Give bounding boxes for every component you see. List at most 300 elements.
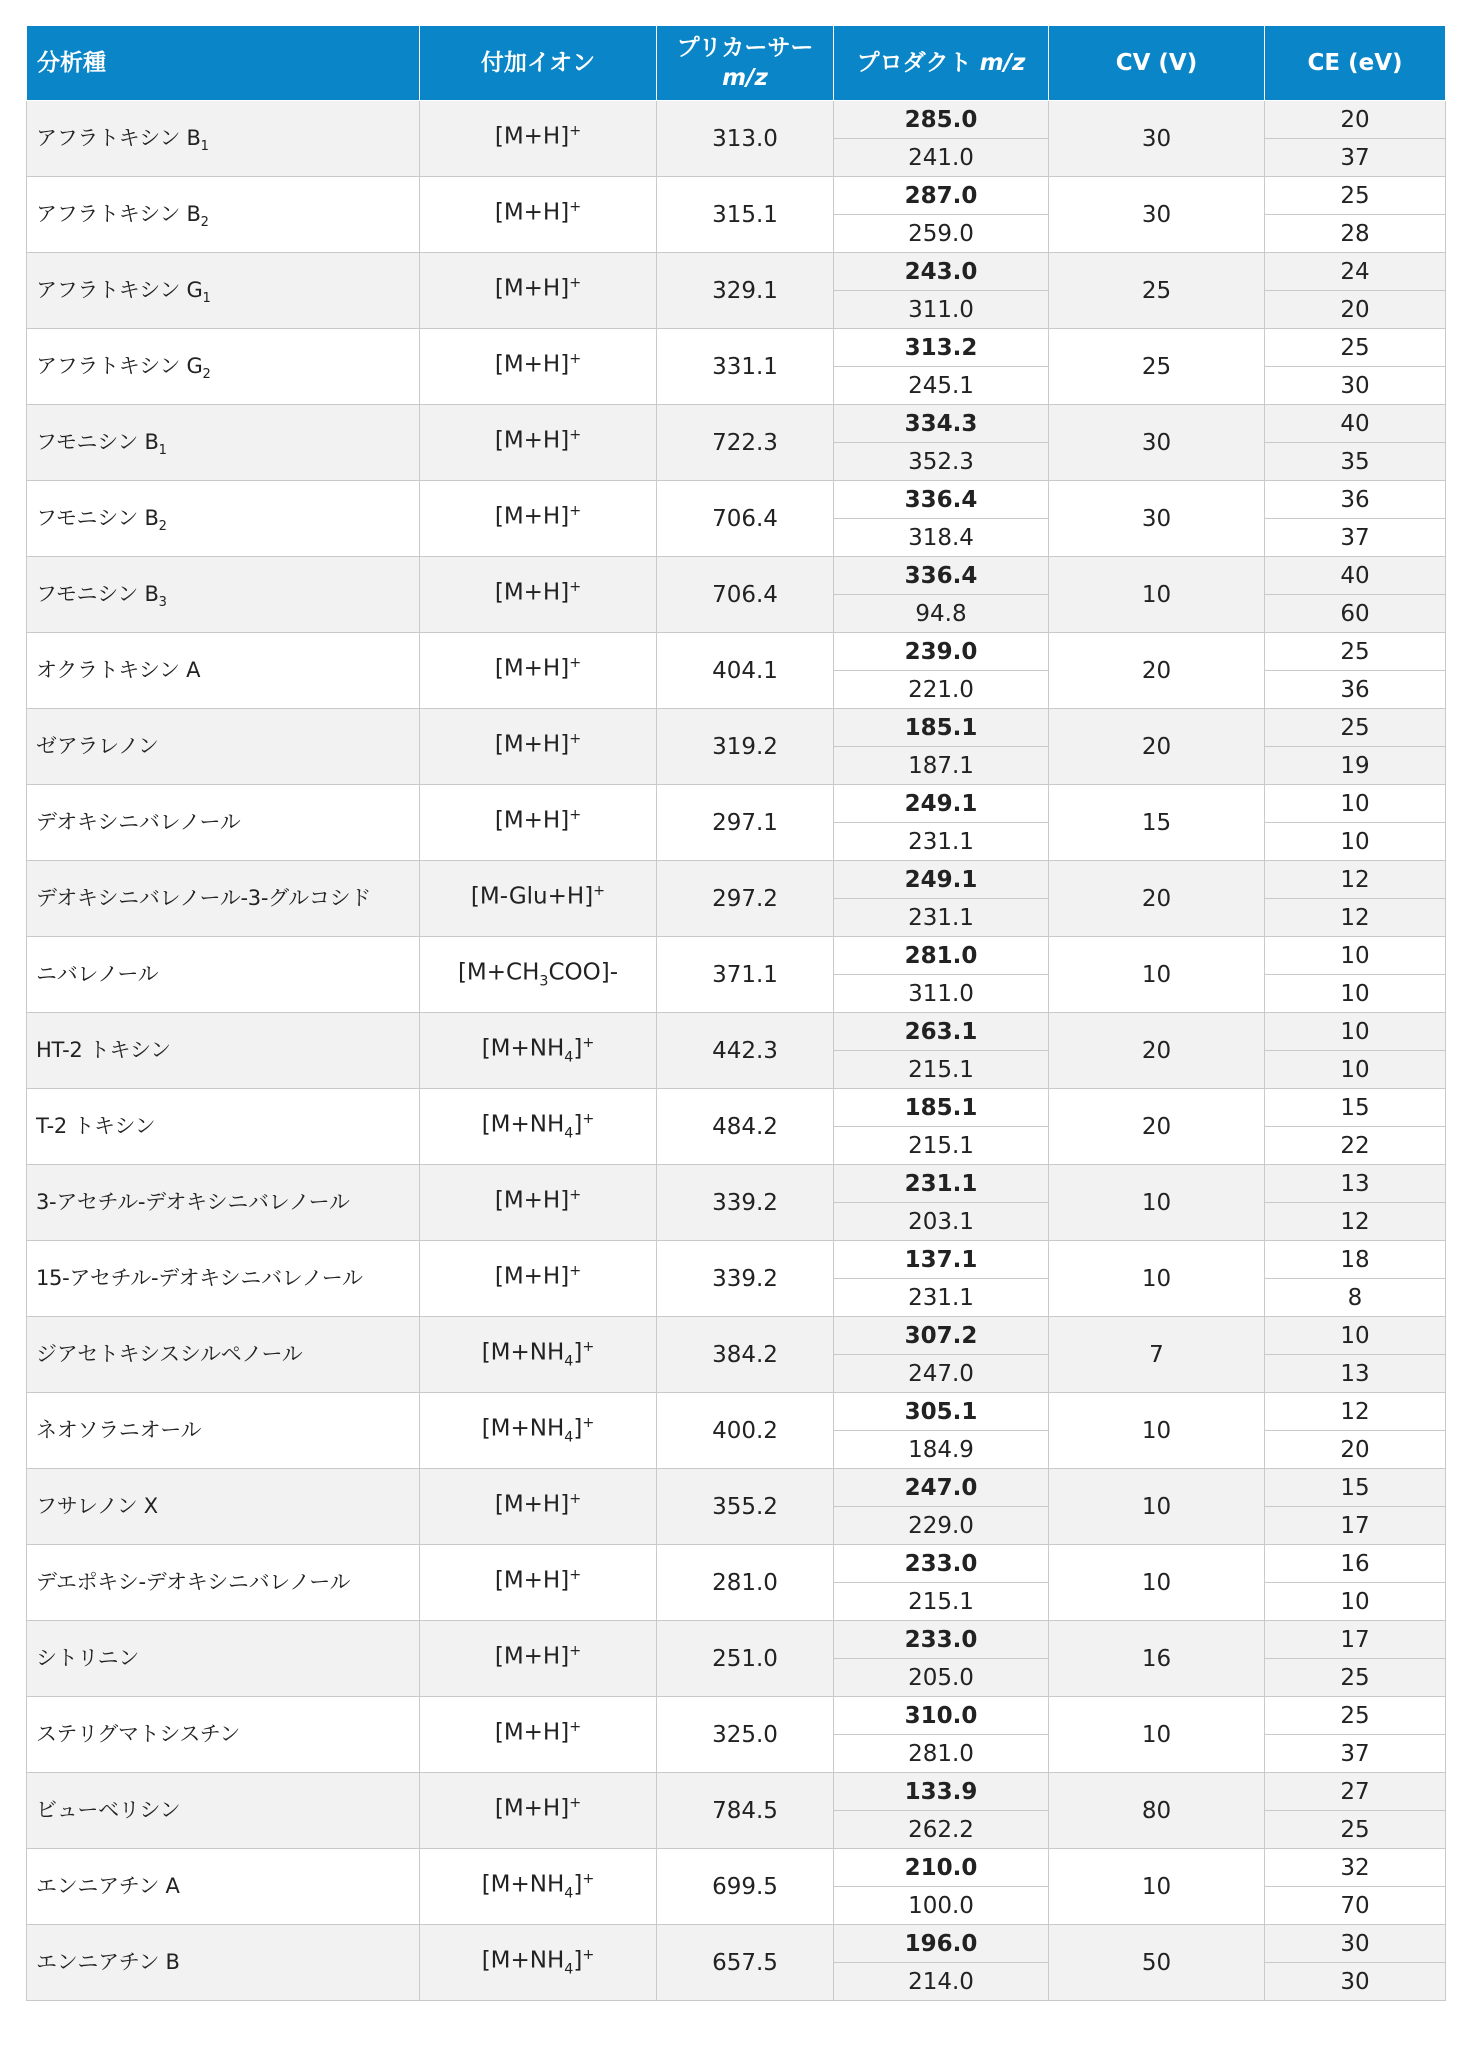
- adduct-cell: [420, 405, 657, 481]
- ce-primary-cell: 13: [1265, 1165, 1446, 1203]
- table-row: [27, 1241, 1446, 1279]
- ce-secondary-cell: 37: [1265, 519, 1446, 557]
- product-secondary-cell: 262.2: [834, 1811, 1049, 1849]
- product-primary-cell: 210.0: [834, 1849, 1049, 1887]
- adduct-text: [M+H]: [494, 124, 570, 151]
- adduct-tail: ]: [573, 1872, 583, 1899]
- precursor-cell: 281.0: [657, 1545, 834, 1621]
- cv-cell: 20: [1049, 1013, 1265, 1089]
- header-product: [834, 26, 1049, 101]
- header-cv: CV (V): [1049, 26, 1265, 101]
- adduct-text: [M+NH: [481, 1416, 565, 1443]
- header-row: [27, 26, 1446, 101]
- analyte-cell: [27, 1317, 420, 1393]
- product-secondary-cell: 259.0: [834, 215, 1049, 253]
- product-secondary-cell: 241.0: [834, 139, 1049, 177]
- product-secondary-cell: 215.1: [834, 1583, 1049, 1621]
- adduct-cell: [420, 1545, 657, 1621]
- precursor-cell: 722.3: [657, 405, 834, 481]
- table-row: [27, 937, 1446, 975]
- product-secondary-cell: 221.0: [834, 671, 1049, 709]
- table-row: [27, 1773, 1446, 1811]
- adduct-cell: [420, 481, 657, 557]
- adduct-cell: [420, 785, 657, 861]
- product-secondary-cell: 214.0: [834, 1963, 1049, 2001]
- adduct-cell: [420, 1393, 657, 1469]
- cv-cell: 25: [1049, 329, 1265, 405]
- ce-primary-cell: 30: [1265, 1925, 1446, 1963]
- adduct-charge: +: [582, 1871, 595, 1888]
- analyte-name: フモニシン B: [36, 430, 159, 455]
- table-row: [27, 101, 1446, 139]
- adduct-cell: [420, 1773, 657, 1849]
- ce-secondary-cell: 12: [1265, 899, 1446, 937]
- analyte-cell: [27, 405, 420, 481]
- ce-secondary-cell: 35: [1265, 443, 1446, 481]
- adduct-charge: +: [582, 1339, 595, 1356]
- adduct-cell: [420, 1697, 657, 1773]
- product-primary-cell: 249.1: [834, 785, 1049, 823]
- analyte-name: アフラトキシン B: [36, 126, 201, 151]
- analyte-name: ネオソラニオール: [36, 1418, 202, 1443]
- adduct-charge: +: [569, 1643, 582, 1660]
- table-body: [27, 101, 1446, 2001]
- adduct-text: [M+H]: [494, 808, 570, 835]
- analyte-subscript: 1: [202, 291, 211, 307]
- precursor-cell: 657.5: [657, 1925, 834, 2001]
- analyte-subscript: 3: [158, 595, 167, 611]
- adduct-cell: [420, 1165, 657, 1241]
- adduct-charge: +: [569, 1567, 582, 1584]
- product-primary-cell: 334.3: [834, 405, 1049, 443]
- table-row: [27, 709, 1446, 747]
- ce-secondary-cell: 70: [1265, 1887, 1446, 1925]
- cv-cell: 10: [1049, 1545, 1265, 1621]
- precursor-cell: 319.2: [657, 709, 834, 785]
- adduct-charge: +: [569, 1187, 582, 1204]
- product-secondary-cell: 281.0: [834, 1735, 1049, 1773]
- cv-cell: 10: [1049, 1241, 1265, 1317]
- analyte-cell: [27, 1621, 420, 1697]
- cv-cell: 80: [1049, 1773, 1265, 1849]
- analyte-cell: [27, 1773, 420, 1849]
- adduct-cell: [420, 1849, 657, 1925]
- adduct-text: [M+H]: [494, 352, 570, 379]
- adduct-cell: [420, 709, 657, 785]
- adduct-text: [M+H]: [494, 1492, 570, 1519]
- analyte-name: ニバレノール: [36, 962, 159, 987]
- analyte-cell: [27, 1849, 420, 1925]
- adduct-charge: +: [582, 1947, 595, 1964]
- adduct-text: [M+NH: [481, 1036, 565, 1063]
- adduct-charge: +: [569, 807, 582, 824]
- cv-cell: 30: [1049, 101, 1265, 177]
- adduct-text: [M+H]: [494, 732, 570, 759]
- ce-primary-cell: 10: [1265, 1317, 1446, 1355]
- analyte-cell: [27, 1241, 420, 1317]
- header-precursor-unit: m/z: [722, 65, 768, 91]
- adduct-subscript: 4: [564, 1353, 574, 1370]
- analyte-name: ゼアラレノン: [36, 734, 159, 759]
- table-row: [27, 1697, 1446, 1735]
- ce-secondary-cell: 37: [1265, 139, 1446, 177]
- analyte-name: フモニシン B: [36, 506, 159, 531]
- adduct-charge: +: [582, 1415, 595, 1432]
- precursor-cell: 371.1: [657, 937, 834, 1013]
- product-primary-cell: 249.1: [834, 861, 1049, 899]
- analyte-cell: [27, 709, 420, 785]
- adduct-text: [M+H]: [494, 428, 570, 455]
- adduct-charge: +: [569, 1263, 582, 1280]
- ce-secondary-cell: 17: [1265, 1507, 1446, 1545]
- precursor-cell: 706.4: [657, 557, 834, 633]
- ce-secondary-cell: 13: [1265, 1355, 1446, 1393]
- adduct-charge: +: [569, 123, 582, 140]
- ce-primary-cell: 27: [1265, 1773, 1446, 1811]
- product-primary-cell: 239.0: [834, 633, 1049, 671]
- adduct-cell: [420, 253, 657, 329]
- precursor-cell: 313.0: [657, 101, 834, 177]
- adduct-charge: +: [569, 579, 582, 596]
- ce-primary-cell: 25: [1265, 709, 1446, 747]
- precursor-cell: 329.1: [657, 253, 834, 329]
- ce-primary-cell: 20: [1265, 101, 1446, 139]
- analyte-name: エンニアチン B: [36, 1950, 180, 1975]
- header-analyte: 分析種: [27, 26, 420, 101]
- header-precursor: [657, 26, 834, 101]
- adduct-tail: ]: [573, 1340, 583, 1367]
- product-primary-cell: 313.2: [834, 329, 1049, 367]
- cv-cell: 20: [1049, 861, 1265, 937]
- table-row: [27, 253, 1446, 291]
- cv-cell: 20: [1049, 709, 1265, 785]
- adduct-charge: +: [569, 655, 582, 672]
- adduct-charge: +: [593, 883, 606, 900]
- analyte-cell: [27, 1089, 420, 1165]
- table-row: [27, 1545, 1446, 1583]
- product-primary-cell: 233.0: [834, 1621, 1049, 1659]
- analyte-name: デオキシニバレノール-3-グルコシド: [36, 886, 371, 911]
- ce-primary-cell: 40: [1265, 557, 1446, 595]
- adduct-charge: +: [569, 427, 582, 444]
- table-row: [27, 1317, 1446, 1355]
- analyte-cell: [27, 861, 420, 937]
- product-primary-cell: 263.1: [834, 1013, 1049, 1051]
- analyte-name: アフラトキシン G: [36, 278, 203, 303]
- adduct-text: [M+H]: [494, 1644, 570, 1671]
- ce-primary-cell: 25: [1265, 633, 1446, 671]
- ce-primary-cell: 24: [1265, 253, 1446, 291]
- product-secondary-cell: 231.1: [834, 899, 1049, 937]
- product-primary-cell: 243.0: [834, 253, 1049, 291]
- precursor-cell: 355.2: [657, 1469, 834, 1545]
- product-secondary-cell: 215.1: [834, 1051, 1049, 1089]
- precursor-cell: 484.2: [657, 1089, 834, 1165]
- ce-primary-cell: 12: [1265, 1393, 1446, 1431]
- adduct-cell: [420, 937, 657, 1013]
- adduct-charge: +: [569, 275, 582, 292]
- cv-cell: 20: [1049, 1089, 1265, 1165]
- table-row: [27, 329, 1446, 367]
- cv-cell: 10: [1049, 937, 1265, 1013]
- ce-primary-cell: 25: [1265, 329, 1446, 367]
- header-product-unit: m/z: [979, 50, 1026, 76]
- product-secondary-cell: 215.1: [834, 1127, 1049, 1165]
- product-secondary-cell: 100.0: [834, 1887, 1049, 1925]
- precursor-cell: 297.1: [657, 785, 834, 861]
- ce-secondary-cell: 20: [1265, 291, 1446, 329]
- cv-cell: 50: [1049, 1925, 1265, 2001]
- table-row: [27, 785, 1446, 823]
- ce-secondary-cell: 37: [1265, 1735, 1446, 1773]
- analyte-cell: [27, 937, 420, 1013]
- analyte-cell: [27, 101, 420, 177]
- analyte-name: オクラトキシン A: [36, 658, 201, 683]
- product-primary-cell: 133.9: [834, 1773, 1049, 1811]
- analyte-cell: [27, 1165, 420, 1241]
- adduct-subscript: 4: [564, 1049, 574, 1066]
- product-secondary-cell: 318.4: [834, 519, 1049, 557]
- ce-secondary-cell: 36: [1265, 671, 1446, 709]
- precursor-cell: 339.2: [657, 1165, 834, 1241]
- adduct-charge: +: [569, 1491, 582, 1508]
- analyte-name: アフラトキシン G: [36, 354, 203, 379]
- analyte-cell: [27, 253, 420, 329]
- adduct-charge: +: [569, 199, 582, 216]
- analyte-name: T-2 トキシン: [36, 1114, 156, 1139]
- analyte-name: HT-2 トキシン: [36, 1038, 171, 1063]
- mrm-parameter-table: [26, 25, 1446, 2001]
- table-row: [27, 557, 1446, 595]
- ce-secondary-cell: 28: [1265, 215, 1446, 253]
- adduct-charge: +: [569, 351, 582, 368]
- analyte-name: シトリニン: [36, 1646, 140, 1671]
- analyte-cell: [27, 177, 420, 253]
- analyte-name: エンニアチン A: [36, 1874, 180, 1899]
- analyte-name: フモニシン B: [36, 582, 159, 607]
- table-row: [27, 1393, 1446, 1431]
- precursor-cell: 384.2: [657, 1317, 834, 1393]
- ce-primary-cell: 40: [1265, 405, 1446, 443]
- analyte-name: 15-アセチル-デオキシニバレノール: [36, 1266, 363, 1291]
- ce-secondary-cell: 20: [1265, 1431, 1446, 1469]
- adduct-text: [M+CH: [457, 960, 540, 987]
- ce-primary-cell: 10: [1265, 785, 1446, 823]
- adduct-tail: ]: [573, 1948, 583, 1975]
- ce-primary-cell: 25: [1265, 177, 1446, 215]
- analyte-subscript: 2: [200, 215, 209, 231]
- table-row: [27, 1013, 1446, 1051]
- cv-cell: 10: [1049, 1697, 1265, 1773]
- adduct-cell: [420, 1925, 657, 2001]
- table-row: [27, 1089, 1446, 1127]
- adduct-cell: [420, 1469, 657, 1545]
- ce-secondary-cell: 30: [1265, 1963, 1446, 2001]
- cv-cell: 10: [1049, 1393, 1265, 1469]
- adduct-text: [M+NH: [481, 1112, 565, 1139]
- adduct-cell: [420, 1317, 657, 1393]
- analyte-name: フサレノン X: [36, 1494, 158, 1519]
- analyte-name: ビューベリシン: [36, 1798, 181, 1823]
- cv-cell: 20: [1049, 633, 1265, 709]
- product-primary-cell: 247.0: [834, 1469, 1049, 1507]
- product-secondary-cell: 231.1: [834, 1279, 1049, 1317]
- product-secondary-cell: 311.0: [834, 975, 1049, 1013]
- precursor-cell: 315.1: [657, 177, 834, 253]
- ce-primary-cell: 15: [1265, 1089, 1446, 1127]
- product-primary-cell: 336.4: [834, 557, 1049, 595]
- product-secondary-cell: 203.1: [834, 1203, 1049, 1241]
- table-row: [27, 1621, 1446, 1659]
- analyte-subscript: 1: [200, 139, 209, 155]
- table-row: [27, 177, 1446, 215]
- adduct-charge: +: [569, 1795, 582, 1812]
- ce-secondary-cell: 19: [1265, 747, 1446, 785]
- adduct-charge: +: [569, 1719, 582, 1736]
- adduct-subscript: 4: [564, 1429, 574, 1446]
- ce-secondary-cell: 25: [1265, 1659, 1446, 1697]
- analyte-cell: [27, 1013, 420, 1089]
- product-secondary-cell: 94.8: [834, 595, 1049, 633]
- adduct-text: [M+NH: [481, 1340, 565, 1367]
- product-primary-cell: 285.0: [834, 101, 1049, 139]
- adduct-text: [M+H]: [494, 1568, 570, 1595]
- analyte-cell: [27, 633, 420, 709]
- table-row: [27, 481, 1446, 519]
- product-primary-cell: 185.1: [834, 709, 1049, 747]
- header-precursor-label: プリカーサー: [676, 35, 814, 61]
- analyte-cell: [27, 557, 420, 633]
- ce-secondary-cell: 30: [1265, 367, 1446, 405]
- precursor-cell: 297.2: [657, 861, 834, 937]
- cv-cell: 7: [1049, 1317, 1265, 1393]
- analyte-name: 3-アセチル-デオキシニバレノール: [36, 1190, 350, 1215]
- product-primary-cell: 307.2: [834, 1317, 1049, 1355]
- product-primary-cell: 137.1: [834, 1241, 1049, 1279]
- ce-secondary-cell: 10: [1265, 823, 1446, 861]
- ce-primary-cell: 18: [1265, 1241, 1446, 1279]
- header-product-label: プロダクト: [856, 50, 972, 76]
- precursor-cell: 339.2: [657, 1241, 834, 1317]
- table-row: [27, 1165, 1446, 1203]
- product-secondary-cell: 205.0: [834, 1659, 1049, 1697]
- analyte-name: デエポキシ-デオキシニバレノール: [36, 1570, 351, 1595]
- adduct-text: [M+H]: [494, 1188, 570, 1215]
- ce-secondary-cell: 60: [1265, 595, 1446, 633]
- ce-secondary-cell: 22: [1265, 1127, 1446, 1165]
- precursor-cell: 404.1: [657, 633, 834, 709]
- adduct-tail: COO]-: [548, 960, 619, 987]
- ce-secondary-cell: 10: [1265, 1583, 1446, 1621]
- adduct-subscript: 4: [564, 1885, 574, 1902]
- product-secondary-cell: 229.0: [834, 1507, 1049, 1545]
- ce-primary-cell: 17: [1265, 1621, 1446, 1659]
- analyte-cell: [27, 1697, 420, 1773]
- cv-cell: 25: [1049, 253, 1265, 329]
- analyte-name: ジアセトキシスシルペノール: [36, 1342, 303, 1367]
- analyte-subscript: 1: [158, 443, 167, 459]
- analyte-cell: [27, 1393, 420, 1469]
- adduct-charge: +: [582, 1111, 595, 1128]
- product-secondary-cell: 352.3: [834, 443, 1049, 481]
- header-adduct: 付加イオン: [420, 26, 657, 101]
- adduct-text: [M-Glu+H]: [470, 884, 594, 911]
- adduct-tail: ]: [573, 1416, 583, 1443]
- precursor-cell: 331.1: [657, 329, 834, 405]
- adduct-cell: [420, 861, 657, 937]
- product-primary-cell: 287.0: [834, 177, 1049, 215]
- adduct-text: [M+NH: [481, 1948, 565, 1975]
- product-primary-cell: 310.0: [834, 1697, 1049, 1735]
- ce-secondary-cell: 12: [1265, 1203, 1446, 1241]
- cv-cell: 10: [1049, 557, 1265, 633]
- adduct-text: [M+H]: [494, 1264, 570, 1291]
- adduct-subscript: 4: [564, 1125, 574, 1142]
- ce-primary-cell: 12: [1265, 861, 1446, 899]
- table-row: [27, 405, 1446, 443]
- ce-secondary-cell: 8: [1265, 1279, 1446, 1317]
- ce-secondary-cell: 25: [1265, 1811, 1446, 1849]
- adduct-text: [M+H]: [494, 656, 570, 683]
- adduct-text: [M+H]: [494, 276, 570, 303]
- table-row: [27, 1469, 1446, 1507]
- analyte-subscript: 2: [158, 519, 167, 535]
- ce-primary-cell: 32: [1265, 1849, 1446, 1887]
- product-primary-cell: 233.0: [834, 1545, 1049, 1583]
- ce-secondary-cell: 10: [1265, 975, 1446, 1013]
- adduct-cell: [420, 177, 657, 253]
- ce-secondary-cell: 10: [1265, 1051, 1446, 1089]
- product-primary-cell: 281.0: [834, 937, 1049, 975]
- analyte-name: アフラトキシン B: [36, 202, 201, 227]
- cv-cell: 30: [1049, 405, 1265, 481]
- precursor-cell: 706.4: [657, 481, 834, 557]
- adduct-text: [M+NH: [481, 1872, 565, 1899]
- adduct-cell: [420, 101, 657, 177]
- header-ce: CE (eV): [1265, 26, 1446, 101]
- product-primary-cell: 305.1: [834, 1393, 1049, 1431]
- product-secondary-cell: 187.1: [834, 747, 1049, 785]
- adduct-text: [M+H]: [494, 504, 570, 531]
- product-secondary-cell: 245.1: [834, 367, 1049, 405]
- analyte-cell: [27, 1469, 420, 1545]
- cv-cell: 30: [1049, 177, 1265, 253]
- adduct-tail: ]: [573, 1036, 583, 1063]
- ce-primary-cell: 16: [1265, 1545, 1446, 1583]
- adduct-cell: [420, 1089, 657, 1165]
- precursor-cell: 325.0: [657, 1697, 834, 1773]
- analyte-name: ステリグマトシスチン: [36, 1722, 241, 1747]
- adduct-cell: [420, 633, 657, 709]
- ce-primary-cell: 25: [1265, 1697, 1446, 1735]
- precursor-cell: 442.3: [657, 1013, 834, 1089]
- table-row: [27, 861, 1446, 899]
- product-primary-cell: 196.0: [834, 1925, 1049, 1963]
- adduct-text: [M+H]: [494, 1720, 570, 1747]
- adduct-cell: [420, 1621, 657, 1697]
- product-secondary-cell: 247.0: [834, 1355, 1049, 1393]
- precursor-cell: 699.5: [657, 1849, 834, 1925]
- analyte-cell: [27, 785, 420, 861]
- adduct-cell: [420, 329, 657, 405]
- ce-primary-cell: 10: [1265, 1013, 1446, 1051]
- adduct-charge: +: [569, 503, 582, 520]
- analyte-cell: [27, 1545, 420, 1621]
- table-row: [27, 633, 1446, 671]
- cv-cell: 30: [1049, 481, 1265, 557]
- product-primary-cell: 336.4: [834, 481, 1049, 519]
- table-row: [27, 1925, 1446, 1963]
